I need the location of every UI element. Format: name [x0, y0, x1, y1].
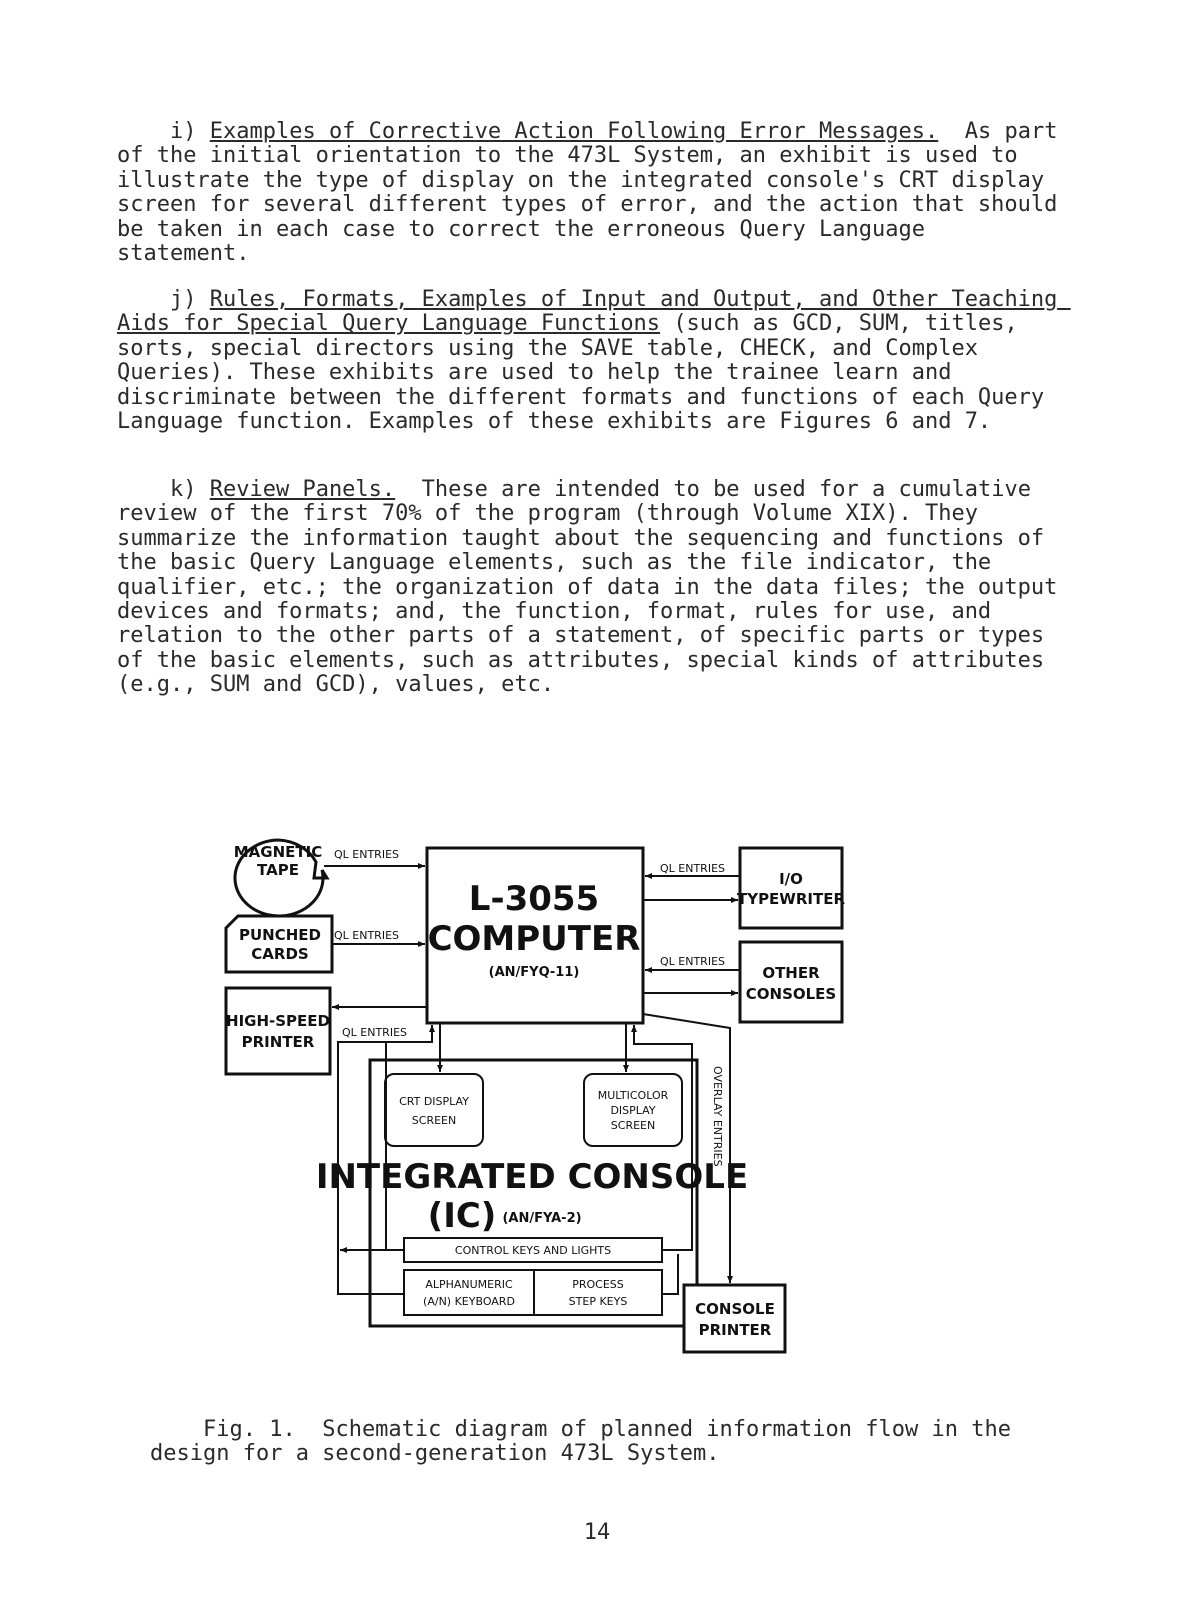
multicolor-display-line2: DISPLAY: [610, 1104, 656, 1117]
paragraph-marker: i): [169, 119, 197, 144]
schematic-diagram: [220, 830, 860, 1380]
crt-display-line2: SCREEN: [411, 1114, 457, 1127]
multicolor-display-line3: SCREEN: [610, 1119, 656, 1132]
io-typewriter-line1: I/O: [779, 870, 803, 888]
paragraph-k: [117, 477, 1071, 698]
ql-entries-label-tape: QL ENTRIES: [334, 848, 400, 861]
io-typewriter-line2: TYPEWRITER: [736, 890, 846, 908]
crt-display-line1: CRT DISPLAY: [399, 1095, 469, 1108]
magnetic-tape-line1: MAGNETIC: [233, 843, 323, 861]
ql-entries-label-consoles: QL ENTRIES: [660, 955, 726, 968]
computer-designation: (AN/FYQ-11): [488, 965, 580, 980]
paragraph-marker: k): [169, 477, 197, 502]
paragraph-body: These are intended to be used for a cumulative review of the first 70% of the program (through Volume XIX). They summarize the information taught about the sequencing and functions of the basic Query Language elements, such as the file indicator, the qualifier, etc.; the organization of data in the data files; the output devices and formats; and, the function, format, rules for use, and relation to the other parts of a statement, of specific parts or types of the basic elements, such as attributes, special kinds of attributes (e.g., SUM and GCD), values, etc.: [117, 477, 1071, 698]
paragraph-heading: Review Panels.: [209, 477, 396, 502]
console-printer-line2: PRINTER: [698, 1321, 772, 1339]
punched-cards-line2: CARDS: [251, 945, 309, 963]
computer-model: L-3055: [468, 879, 600, 919]
paragraph-marker: j): [169, 287, 197, 312]
paragraph-j: [117, 287, 1071, 435]
computer-label: COMPUTER: [427, 919, 641, 959]
paragraph-i: [117, 119, 1071, 267]
ql-entries-label-printer: QL ENTRIES: [342, 1026, 408, 1039]
other-consoles-line1: OTHER: [762, 964, 820, 982]
punched-cards-line1: PUNCHED: [239, 926, 321, 944]
integrated-console-label: INTEGRATED CONSOLE: [315, 1157, 749, 1197]
high-speed-printer-line2: PRINTER: [241, 1033, 315, 1051]
other-consoles-box: [740, 942, 842, 1022]
punched-cards-shape: [226, 916, 332, 972]
integrated-console-designation: (AN/FYA-2): [502, 1211, 582, 1226]
multicolor-display-line1: MULTICOLOR: [597, 1089, 669, 1102]
console-printer-box: [684, 1285, 785, 1352]
high-speed-printer-box: [226, 988, 330, 1074]
control-keys-label: CONTROL KEYS AND LIGHTS: [454, 1244, 612, 1257]
process-step-keys-line2: STEP KEYS: [568, 1295, 628, 1308]
console-printer-line1: CONSOLE: [695, 1300, 775, 1318]
process-step-keys-line1: PROCESS: [572, 1278, 624, 1291]
figure-caption: [150, 1418, 1050, 1467]
other-consoles-line2: CONSOLES: [745, 985, 837, 1003]
ql-entries-label-io: QL ENTRIES: [660, 862, 726, 875]
high-speed-printer-line1: HIGH-SPEED: [226, 1012, 330, 1030]
magnetic-tape-line2: TAPE: [257, 861, 299, 879]
paragraph-heading: Examples of Corrective Action Following Error Messages.: [209, 119, 939, 144]
an-keyboard-line2: (A/N) KEYBOARD: [423, 1295, 515, 1308]
overlay-entries-label: OVERLAY ENTRIES: [711, 1066, 724, 1167]
io-typewriter-box: [740, 848, 842, 928]
paragraph-body: (such as GCD, SUM, titles, sorts, special directors using the SAVE table, CHECK, and Complex Queries). These exhibits are used to help the trainee learn and discriminate between the different formats and functions of each Query Language function. Examples of these exhibits are Figures 6 and 7.: [117, 311, 1058, 435]
figure-caption-text: Schematic diagram of planned information flow in the design for a second-generation 473L System.: [150, 1417, 1025, 1467]
integrated-console-abbrev: (IC): [427, 1196, 497, 1236]
paragraph-body: As part of the initial orientation to the 473L System, an exhibit is used to illustrate the type of display on the integrated console's CRT display screen for several different types of error, and the action that should be taken in each case to correct the erroneous Query Language statement.: [117, 119, 1071, 267]
an-keyboard-line1: ALPHANUMERIC: [425, 1278, 513, 1291]
ql-entries-label-cards: QL ENTRIES: [334, 929, 400, 942]
crt-display-box: [385, 1074, 483, 1146]
paragraph-heading: Rules, Formats, Examples of Input and Output, and Other Teaching Aids for Special Query Language Functions: [117, 287, 1071, 337]
page-number: 14: [583, 1520, 611, 1545]
figure-label: Fig. 1.: [202, 1417, 296, 1442]
